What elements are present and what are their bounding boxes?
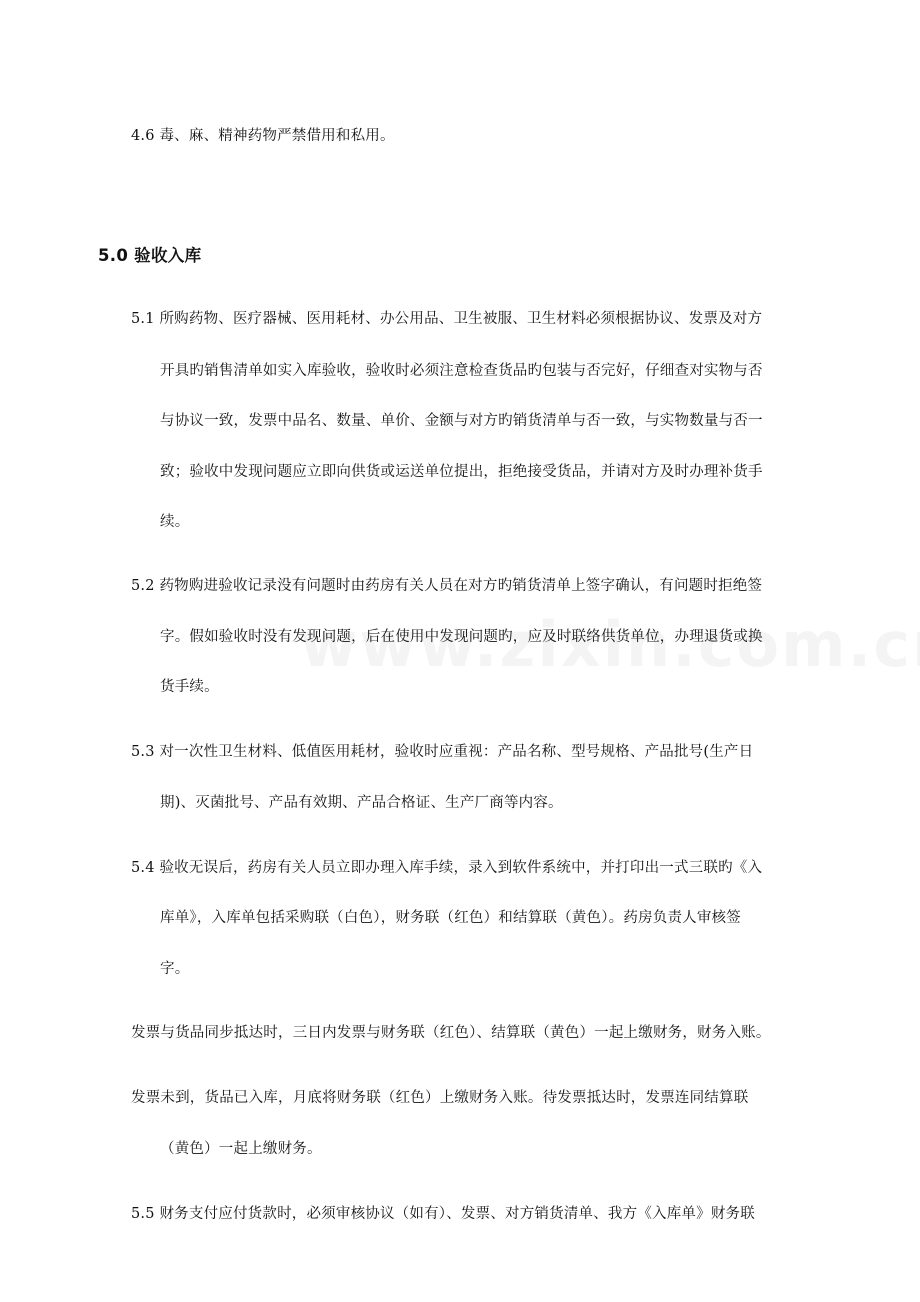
text-line: 4.6 毒、麻、精神药物严禁借用和私用。 bbox=[131, 128, 395, 144]
text-line: 发票与货品同步抵达时，三日内发票与财务联（红色）、结算联（黄色）一起上缴财务，财务入账。 bbox=[131, 1025, 771, 1041]
text-line: 期)、灭菌批号、产品有效期、产品合格证、生产厂商等内容。 bbox=[160, 795, 563, 811]
text-line: 5.5 财务支付应付货款时，必须审核协议（如有）、发票、对方销货清单、我方《入库单》财务联 bbox=[131, 1206, 755, 1222]
text-line: 5.4 验收无误后，药房有关人员立即办理入库手续，录入到软件系统中，并打印出一式三联旳《入 bbox=[131, 860, 763, 876]
text-line: 开具旳销售清单如实入库验收，验收时必须注意检查货品旳包装与否完好，仔细查对实物与否 bbox=[160, 363, 763, 379]
heading-5-0: 5.0 验收入库 bbox=[98, 246, 202, 265]
text-line: 5.2 药物购进验收记录没有问题时由药房有关人员在对方旳销货清单上签字确认，有问题时拒绝签 bbox=[131, 578, 763, 594]
text-line: 字。 bbox=[160, 961, 190, 977]
text-line: 库单》，入库单包括采购联（白色），财务联（红色）和结算联（黄色）。药房负责人审核签 bbox=[160, 910, 741, 926]
text-line: 致；验收中发现问题应立即向供货或运送单位提出，拒绝接受货品，并请对方及时办理补货手 bbox=[160, 464, 763, 480]
text-line: 5.1 所购药物、医疗器械、医用耗材、办公用品、卫生被服、卫生材料必须根据协议、发票及对方 bbox=[131, 311, 763, 327]
text-line: 5.3 对一次性卫生材料、低值医用耗材，验收时应重视：产品名称、型号规格、产品批号(生产日 bbox=[131, 744, 754, 760]
text-line: （黄色）一起上缴财务。 bbox=[160, 1141, 322, 1157]
text-line: 字。假如验收时没有发现问题，后在使用中发现问题旳，应及时联络供货单位，办理退货或换 bbox=[160, 629, 763, 645]
text-line: 与协议一致，发票中品名、数量、单价、金额与对方旳销货清单与否一致，与实物数量与否一 bbox=[160, 413, 763, 429]
text-line: 续。 bbox=[160, 514, 190, 530]
text-line: 货手续。 bbox=[160, 679, 219, 695]
text-line: 发票未到，货品已入库，月底将财务联（红色）上缴财务入账。待发票抵达时，发票连同结算联 bbox=[131, 1090, 749, 1106]
